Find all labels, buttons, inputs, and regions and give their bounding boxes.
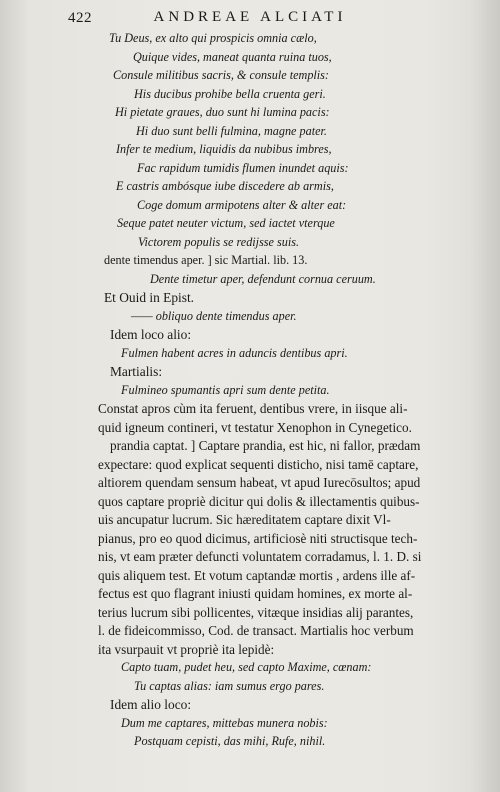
verse-line: His ducibus prohibe bella cruenta geri. bbox=[134, 87, 326, 101]
verse-line: Seque patet neuter victum, sed iactet vterque bbox=[117, 216, 335, 230]
quotation-line: Capto tuam, pudet heu, sed capto Maxime, cœnam: bbox=[121, 660, 372, 674]
prose-line: l. de fideicommisso, Cod. de transact. Martialis hoc verbum bbox=[98, 623, 414, 638]
verse-line: Fac rapidum tumidis flumen inundet aquis: bbox=[137, 161, 349, 175]
running-head: ANDREAE ALCIATI bbox=[153, 9, 347, 25]
prose-line: uis ancupatur lucrum. Sic hæreditatem captare dixit Vl- bbox=[98, 512, 391, 527]
prose-line: nis, vt eam præter defuncti voluntatem corradamus, l. 1. D. si bbox=[98, 549, 422, 564]
page-number: 422 bbox=[68, 10, 92, 26]
prose-line: pianus, pro eo quod dicimus, artificiosè niti structisque tech- bbox=[98, 531, 418, 546]
commentary-lemma: prandia captat. ] Captare prandia, est hic, ni fallor, prædam bbox=[110, 438, 421, 453]
quotation-line: Dente timetur aper, defendunt cornua ceruum. bbox=[150, 272, 376, 286]
commentary-lemma: dente timendus aper. ] sic Martial. lib. 13. bbox=[104, 253, 308, 267]
verse-line: Tu Deus, ex alto qui prospicis omnia cælo, bbox=[109, 31, 317, 45]
prose-line: expectare: quod explicat sequenti disticho, nisi tamē captare, bbox=[98, 457, 419, 472]
verse-line: Infer te medium, liquidis da nubibus imbres, bbox=[116, 142, 332, 156]
quotation-line: Fulmen habent acres in aduncis dentibus apri. bbox=[121, 346, 348, 360]
verse-line: Hi pietate graues, duo sunt hi lumina pacis: bbox=[115, 105, 330, 119]
quotation-line: Tu captas alias: iam sumus ergo pares. bbox=[134, 679, 325, 693]
prose-line: ita vsurpauit vt propriè ita lepidè: bbox=[98, 642, 275, 657]
verse-line: Victorem populis se redijsse suis. bbox=[138, 235, 300, 249]
prose-line: fectus est quo flagrant iniusti quidam homines, ex morte al- bbox=[98, 586, 413, 601]
verse-line: Consule militibus sacris, & consule templis: bbox=[113, 68, 329, 82]
prose-line: Constat apros cùm ita feruent, dentibus vrere, in iisque ali- bbox=[98, 401, 408, 416]
citation-line: Idem alio loco: bbox=[110, 697, 192, 712]
quotation-line: Dum me captares, mittebas munera nobis: bbox=[121, 716, 328, 730]
prose-line: terius lucrum sibi pollicentes, vitæque insidias alij parantes, bbox=[98, 605, 414, 620]
verse-line: E castris ambósque iube discedere ab armis, bbox=[116, 179, 334, 193]
prose-line: quos captare propriè dicitur qui dolis & illectamentis quibus- bbox=[98, 494, 420, 509]
prose-line: altiorem quendam sensum habeat, vt apud Iurecōsultos; apud bbox=[98, 475, 421, 490]
citation-line: Idem loco alio: bbox=[110, 327, 192, 342]
verse-line: Quique vides, maneat quanta ruina tuos, bbox=[133, 50, 332, 64]
prose-line: quis aliquem test. Et votum captandæ mortis , ardens ille af- bbox=[98, 568, 416, 583]
citation-line: Martialis: bbox=[110, 364, 163, 379]
verse-line: Coge domum armipotens alter & alter eat: bbox=[137, 198, 347, 212]
prose-line: quid igneum contineri, vt testatur Xenophon in Cynegetico. bbox=[98, 420, 412, 435]
quotation-line: Fulmineo spumantis apri sum dente petita. bbox=[121, 383, 330, 397]
verse-line: Hi duo sunt belli fulmina, magne pater. bbox=[136, 124, 327, 138]
quotation-line: —— obliquo dente timendus aper. bbox=[131, 309, 297, 323]
quotation-line: Postquam cepisti, das mihi, Rufe, nihil. bbox=[134, 734, 326, 748]
citation-line: Et Ouid in Epist. bbox=[104, 290, 195, 305]
